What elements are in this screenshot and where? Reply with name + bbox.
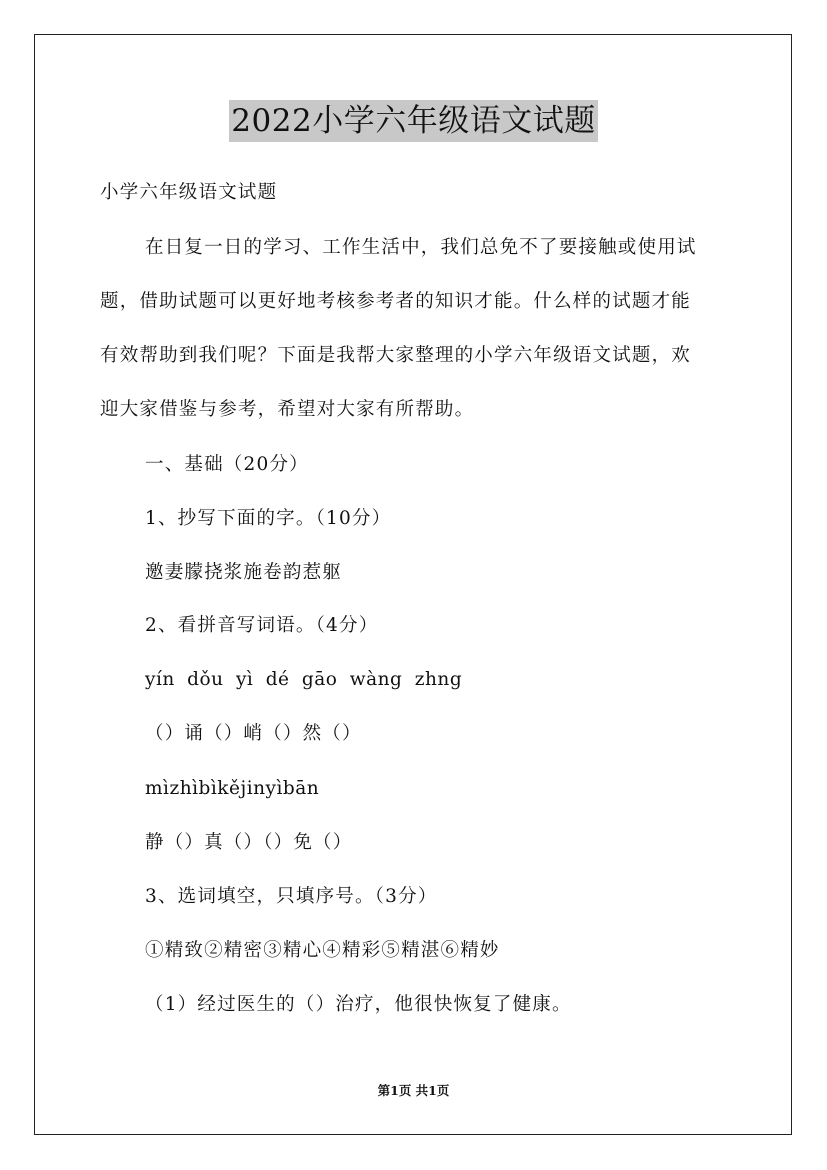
question-2-blanks-row-1: （）诵（）峭（）然（）	[145, 723, 362, 744]
question-3: 3、选词填空，只填序号。（3分）	[145, 886, 438, 907]
title-container	[0, 100, 827, 142]
question-3-item-1: （1）经过医生的（）治疗，他很快恢复了健康。	[145, 994, 572, 1015]
intro-line-3: 有效帮助到我们呢？下面是我帮大家整理的小学六年级语文试题，欢	[100, 345, 692, 366]
intro-line-1: 在日复一日的学习、工作生活中，我们总免不了要接触或使用试	[145, 237, 697, 258]
intro-line-2: 题，借助试题可以更好地考核参考者的知识才能。什么样的试题才能	[100, 291, 692, 312]
question-1-characters: 邀妻朦挠浆施卷韵惹躯	[145, 562, 343, 583]
question-2: 2、看拼音写词语。（4分）	[145, 615, 379, 636]
question-2-pinyin-row-1: yín dǒu yì dé gāo wàng zhng	[145, 669, 463, 690]
question-2-pinyin-row-2: mìzhìbìkějinyìbān	[145, 778, 320, 799]
section-heading-basics: 一、基础（20分）	[145, 454, 309, 475]
question-2-blanks-row-2: 静（）真（）（）免（）	[145, 832, 353, 853]
document-subtitle: 小学六年级语文试题	[100, 182, 278, 203]
question-3-options: ①精致②精密③精心④精彩⑤精湛⑥精妙	[145, 940, 500, 961]
intro-line-4: 迎大家借鉴与参考，希望对大家有所帮助。	[100, 399, 475, 420]
page-footer: 第1页 共1页	[377, 1083, 450, 1098]
question-1: 1、抄写下面的字。（10分）	[145, 508, 392, 529]
document-title: 2022小学六年级语文试题	[229, 100, 597, 142]
